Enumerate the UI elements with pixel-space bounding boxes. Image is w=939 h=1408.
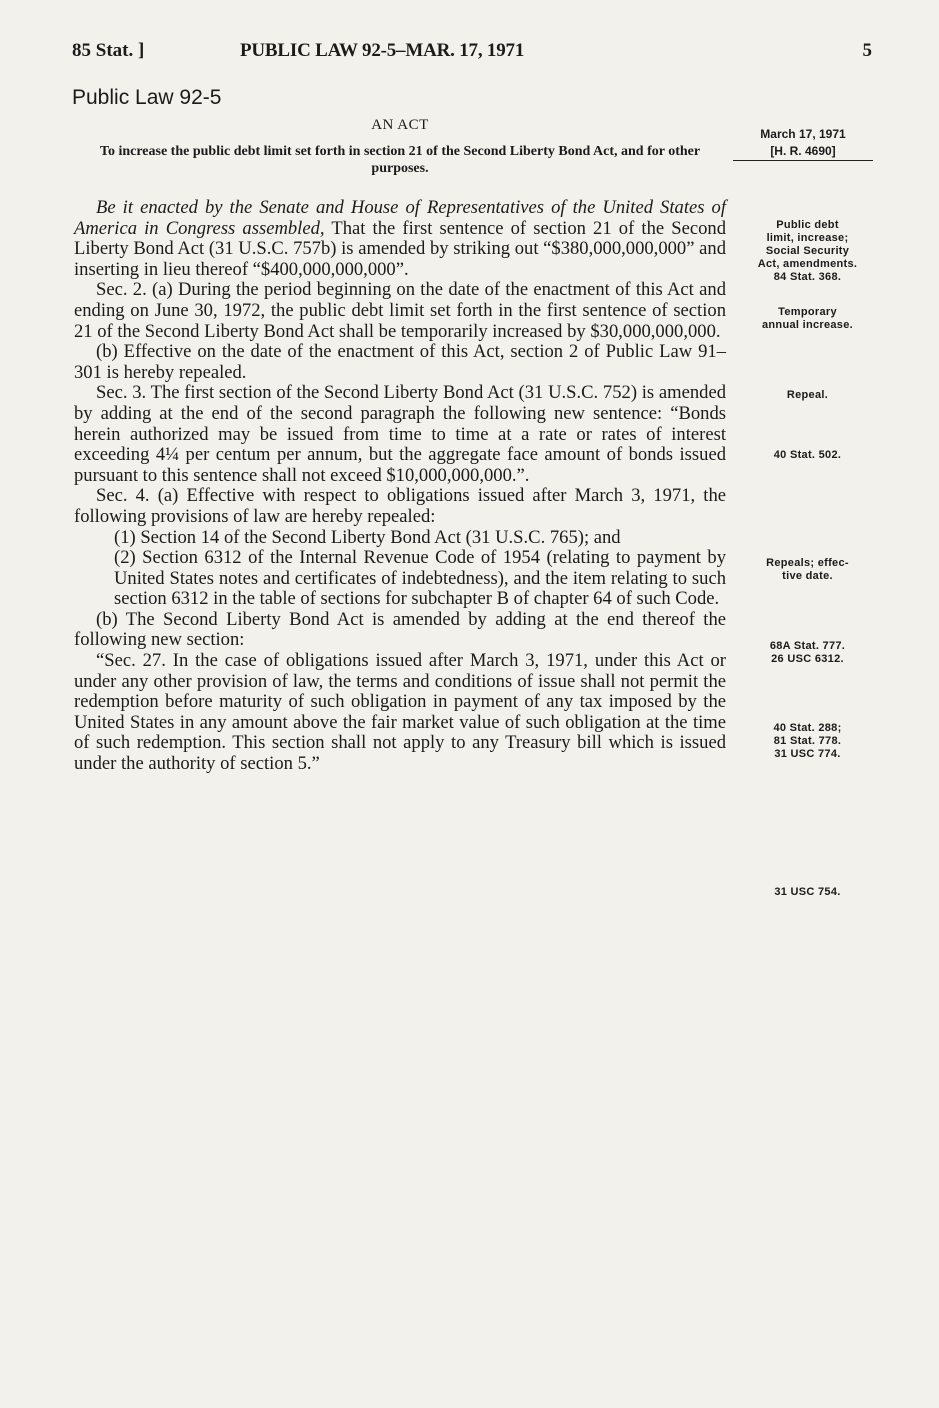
section-1-text: That the first sentence of section 21 of the Second Liberty Bond Act (31 U.S.C. 757b) is amended by striking out “$380,000,000,000” and inserting in lieu thereof “$400,000,000,000”. xyxy=(74,217,727,280)
margin-note-temporary: Temporary annual increase. xyxy=(761,306,853,331)
divider xyxy=(733,160,873,161)
act-heading: AN ACT xyxy=(371,117,429,133)
page-number: 5 xyxy=(862,40,872,61)
enactment-date: March 17, 1971 xyxy=(760,127,846,141)
section-4b: (b) The Second Liberty Bond Act is amended by adding at the end thereof the following new section: xyxy=(74,608,726,651)
bill-number: [H. R. 4690] xyxy=(770,144,836,158)
margin-note-repeal: Repeal. xyxy=(786,389,829,401)
running-head-title: PUBLIC LAW 92-5–MAR. 17, 1971 xyxy=(240,40,525,61)
margin-note-31-usc-754: 31 USC 754. xyxy=(774,886,841,898)
margin-note-68a-stat: 68A Stat. 777. 26 USC 6312. xyxy=(769,640,846,665)
act-purpose: To increase the public debt limit set forth in section 21 of the Second Liberty Bond Act, and for other purposes. xyxy=(99,144,701,176)
margin-note-40-stat-502: 40 Stat. 502. xyxy=(773,449,842,461)
margin-note-repeals-effective: Repeals; effec- tive date. xyxy=(766,557,849,582)
enactment-date-box xyxy=(733,126,873,160)
section-4a-2: (2) Section 6312 of the Internal Revenue Code of 1954 (relating to payment by United States notes and certificates of indebtedness), and the item relating to such section 6312 in the table of sections for subchapter B of chapter 64 of such Code. xyxy=(114,547,726,610)
margin-note-40-stat-288: 40 Stat. 288; 81 Stat. 778. 31 USC 774. xyxy=(773,722,842,760)
section-27: “Sec. 27. In the case of obligations issued after March 3, 1971, under this Act or under any other provision of law, the terms and conditions of issue shall not permit the redemption before maturity of such obligation in payment of any tax imposed by the United States in any amount above the fair market value of such obligation at the time of such redemption. This section shall not apply to any Treasury bill which is issued under the authority of section 5.” xyxy=(74,650,726,775)
volume-reference: 85 Stat. ] xyxy=(72,40,145,61)
section-4a: Sec. 4. (a) Effective with respect to obligations issued after March 3, 1971, the following provisions of law are hereby repealed: xyxy=(74,485,726,527)
section-4a-1: (1) Section 14 of the Second Liberty Bond Act (31 U.S.C. 765); and xyxy=(114,526,621,548)
section-2a: Sec. 2. (a) During the period beginning on the date of the enactment of this Act and ending on June 30, 1972, the public debt limit set forth in the first sentence of section 21 of the Second Liberty Bond Act shall be temporarily increased by $30,000,000,000. xyxy=(74,279,726,342)
running-head xyxy=(72,40,872,66)
margin-note-public-debt: Public debt limit, increase; Social Security Act, amendments. 84 Stat. 368. xyxy=(757,219,858,283)
section-2b: (b) Effective on the date of the enactment of this Act, section 2 of Public Law 91–301 is hereby repealed. xyxy=(74,341,726,383)
act-body xyxy=(74,198,726,775)
section-1 xyxy=(74,198,726,280)
enacting-clause: Be it enacted by the Senate and House of Representatives of the United States of America in Congress assembled, xyxy=(74,197,726,239)
public-law-title: Public Law 92-5 xyxy=(72,86,222,109)
section-3: Sec. 3. The first section of the Second Liberty Bond Act (31 U.S.C. 752) is amended by adding at the end of the second paragraph the following new sentence: “Bonds herein authorized may be issued from time to time at a rate or rates of interest exceeding 4¼ per centum per annum, but the aggregate face amount of bonds issued pursuant to this sentence shall not exceed $10,000,000,000.”. xyxy=(74,382,726,486)
